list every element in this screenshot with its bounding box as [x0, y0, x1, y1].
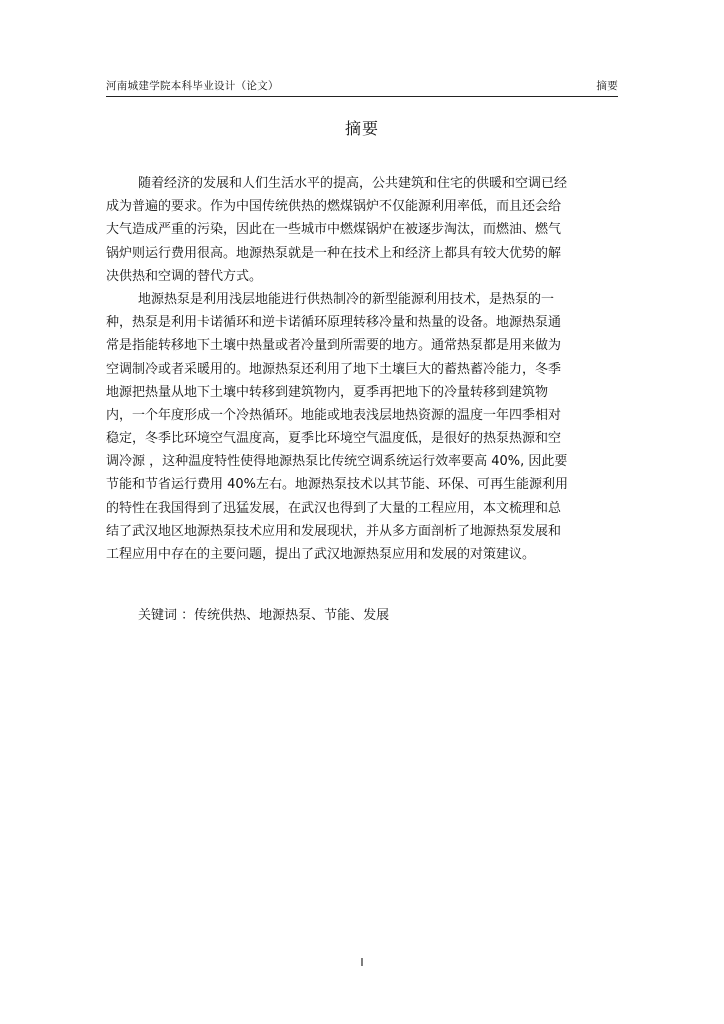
- text-line: 节能和节省运行费用 40%左右。地源热泵技术以其节能、环保、可再生能源利用: [106, 477, 569, 493]
- header-document-title: 河南城建学院本科毕业设计（论文）: [106, 80, 279, 92]
- text-line: 种，热泵是利用卡诺循环和逆卡诺循环原理转移冷量和热量的设备。地源热泵通: [106, 315, 562, 331]
- text-line: 常是指能转移地下土壤中热量或者冷量到所需要的地方。通常热泵都是用来做为: [106, 338, 562, 354]
- paragraph-2: [106, 288, 618, 566]
- text-line: 决供热和空调的替代方式。: [106, 268, 263, 284]
- text-line: 大气造成严重的污染，因此在一些城市中燃煤锅炉在被逐步淘汰，而燃油、燃气: [106, 222, 562, 238]
- header-section-name: 摘要: [596, 80, 618, 92]
- text-line: 稳定，冬季比环境空气温度高，夏季比环境空气温度低，是很好的热泵热源和空: [106, 431, 562, 447]
- page-title: 摘要: [344, 119, 379, 138]
- text-line: 锅炉则运行费用很高。地源热泵就是一种在技术上和经济上都具有较大优势的解: [106, 245, 562, 261]
- page-number: I: [360, 956, 364, 969]
- text-line: 的特性在我国得到了迅猛发展，在武汉也得到了大量的工程应用，本文梳理和总: [106, 500, 562, 516]
- text-line: 地源把热量从地下土壤中转移到建筑物内，夏季再把地下的冷量转移到建筑物: [106, 384, 549, 400]
- text-line: 内，一个年度形成一个冷热循环。地能或地表浅层地热资源的温度一年四季相对: [106, 407, 562, 423]
- abstract-body: [106, 172, 618, 566]
- text-line: 结了武汉地区地源热泵技术应用和发展现状，并从多方面剖析了地源热泵发展和: [106, 523, 562, 539]
- text-line: 调冷源 ，这种温度特性使得地源热泵比传统空调系统运行效率要高 40%, 因此要: [106, 454, 568, 470]
- paragraph-1: [106, 172, 618, 288]
- text-line: 空调制冷或者采暖用的。地源热泵还利用了地下土壤巨大的蓄热蓄冷能力，冬季: [106, 361, 562, 377]
- text-line: 成为普遍的要求。作为中国传统供热的燃煤锅炉不仅能源利用率低，而且还会给: [106, 199, 562, 215]
- text-line: 随着经济的发展和人们生活水平的提高，公共建筑和住宅的供暖和空调已经: [138, 176, 568, 191]
- text-line: 地源热泵是利用浅层地能进行供热制冷的新型能源利用技术，是热泵的一: [138, 291, 555, 307]
- page-header: [106, 78, 618, 97]
- keywords-line: 关键词 ：传统供热、地源热泵、节能、发展: [138, 608, 390, 623]
- text-line: 工程应用中存在的主要问题，提出了武汉地源热泵应用和发展的对策建议。: [106, 547, 536, 562]
